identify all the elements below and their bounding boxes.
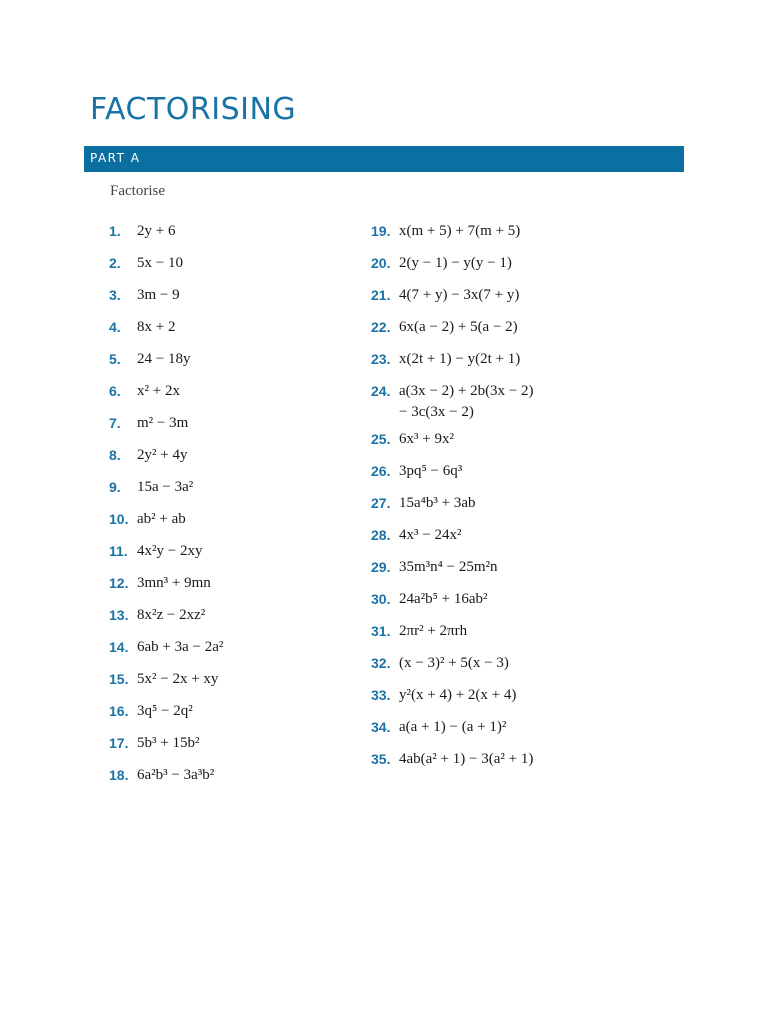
exercise-number: 32. (371, 655, 391, 671)
exercise-expression: 4ab(a² + 1) − 3(a² + 1) (399, 751, 534, 767)
exercise-expression: y²(x + 4) + 2(x + 4) (399, 687, 517, 703)
exercise-expression: (x − 3)² + 5(x − 3) (399, 655, 509, 671)
exercise-expression-line-1: a(3x − 2) + 2b(3x − 2) (399, 383, 534, 399)
exercise-expression: 24 − 18y (137, 351, 191, 367)
exercise-expression: 8x + 2 (137, 319, 176, 335)
exercise-expression (399, 380, 534, 422)
exercise-item (371, 460, 631, 492)
exercise-number: 8. (109, 447, 121, 463)
exercise-item (109, 252, 369, 284)
exercise-number: 14. (109, 639, 129, 655)
exercise-number: 11. (109, 543, 128, 559)
exercise-number: 23. (371, 351, 391, 367)
exercise-item (109, 508, 369, 540)
exercise-number: 19. (371, 223, 391, 239)
exercise-number: 17. (109, 735, 129, 751)
exercise-number: 22. (371, 319, 391, 335)
exercise-item (371, 620, 631, 652)
exercise-expression: 3pq⁵ − 6q³ (399, 463, 463, 479)
exercise-number: 1. (109, 223, 121, 239)
exercise-item (371, 492, 631, 524)
exercise-number: 26. (371, 463, 391, 479)
exercise-number: 31. (371, 623, 391, 639)
exercise-expression: x(m + 5) + 7(m + 5) (399, 223, 521, 239)
exercise-column-right (371, 220, 631, 780)
exercise-expression: a(a + 1) − (a + 1)² (399, 719, 507, 735)
exercise-item (109, 764, 369, 796)
exercise-expression: 2πr² + 2πrh (399, 623, 468, 639)
exercise-expression: x² + 2x (137, 383, 180, 399)
exercise-expression: 5x − 10 (137, 255, 183, 271)
exercise-number: 9. (109, 479, 121, 495)
exercise-item (109, 540, 369, 572)
exercise-item (109, 732, 369, 764)
exercise-expression: 6ab + 3a − 2a² (137, 639, 224, 655)
exercise-expression: 5x² − 2x + xy (137, 671, 219, 687)
exercise-item (371, 428, 631, 460)
exercise-item (371, 524, 631, 556)
exercise-expression: 5b³ + 15b² (137, 735, 200, 751)
exercise-expression: 3m − 9 (137, 287, 180, 303)
exercise-number: 35. (371, 751, 391, 767)
exercise-item (109, 348, 369, 380)
exercise-number: 16. (109, 703, 129, 719)
exercise-item (371, 252, 631, 284)
exercise-expression: 2(y − 1) − y(y − 1) (399, 255, 512, 271)
exercise-item (371, 652, 631, 684)
exercise-expression-line-2: − 3c(3x − 2) (399, 404, 474, 420)
exercise-expression: 8x²z − 2xz² (137, 607, 206, 623)
exercise-item (109, 668, 369, 700)
exercise-number: 3. (109, 287, 121, 303)
exercise-number: 2. (109, 255, 121, 271)
exercise-expression: 6a²b³ − 3a³b² (137, 767, 215, 783)
exercise-item (109, 316, 369, 348)
exercise-item (109, 284, 369, 316)
exercise-expression: 35m³n⁴ − 25m²n (399, 559, 498, 575)
exercise-item (371, 284, 631, 316)
exercise-expression: 2y² + 4y (137, 447, 188, 463)
exercise-expression: 4(7 + y) − 3x(7 + y) (399, 287, 520, 303)
exercise-item (109, 572, 369, 604)
exercise-expression: 3q⁵ − 2q² (137, 703, 193, 719)
exercise-expression: 24a²b⁵ + 16ab² (399, 591, 488, 607)
exercise-item (371, 716, 631, 748)
exercise-number: 27. (371, 495, 391, 511)
exercise-number: 33. (371, 687, 391, 703)
exercise-item (109, 636, 369, 668)
exercise-number: 12. (109, 575, 129, 591)
exercise-number: 6. (109, 383, 121, 399)
exercise-number: 28. (371, 527, 391, 543)
exercise-number: 30. (371, 591, 391, 607)
exercise-item (109, 444, 369, 476)
exercise-number: 10. (109, 511, 129, 527)
page-title: FACTORISING (90, 92, 297, 127)
exercise-expression: 6x³ + 9x² (399, 431, 454, 447)
exercise-number: 15. (109, 671, 129, 687)
exercise-item (109, 412, 369, 444)
exercise-item (109, 604, 369, 636)
instruction-text: Factorise (110, 183, 165, 199)
exercise-item (109, 700, 369, 732)
section-header-bar: PART A (84, 146, 684, 172)
exercise-item (109, 220, 369, 252)
exercise-item (371, 380, 631, 428)
exercise-number: 29. (371, 559, 391, 575)
exercise-expression: 15a⁴b³ + 3ab (399, 495, 476, 511)
exercise-item (371, 684, 631, 716)
exercise-expression: 6x(a − 2) + 5(a − 2) (399, 319, 518, 335)
exercise-number: 13. (109, 607, 129, 623)
exercise-expression: m² − 3m (137, 415, 189, 431)
exercise-expression: 4x³ − 24x² (399, 527, 462, 543)
exercise-item (371, 748, 631, 780)
exercise-number: 5. (109, 351, 121, 367)
exercise-item (371, 556, 631, 588)
exercise-number: 34. (371, 719, 391, 735)
exercise-expression: 2y + 6 (137, 223, 176, 239)
exercise-item (371, 316, 631, 348)
exercise-item (371, 588, 631, 620)
exercise-number: 7. (109, 415, 121, 431)
exercise-number: 25. (371, 431, 391, 447)
exercise-number: 18. (109, 767, 129, 783)
exercise-item (371, 348, 631, 380)
exercise-number: 4. (109, 319, 121, 335)
exercise-item (109, 476, 369, 508)
exercise-expression: 3mn³ + 9mn (137, 575, 211, 591)
exercise-expression: ab² + ab (137, 511, 186, 527)
exercise-item (109, 380, 369, 412)
exercise-expression: 15a − 3a² (137, 479, 194, 495)
exercise-expression: 4x²y − 2xy (137, 543, 203, 559)
exercise-expression: x(2t + 1) − y(2t + 1) (399, 351, 521, 367)
exercise-number: 24. (371, 383, 391, 399)
exercise-number: 21. (371, 287, 391, 303)
exercise-item (371, 220, 631, 252)
exercise-number: 20. (371, 255, 391, 271)
exercise-column-left (109, 220, 369, 796)
